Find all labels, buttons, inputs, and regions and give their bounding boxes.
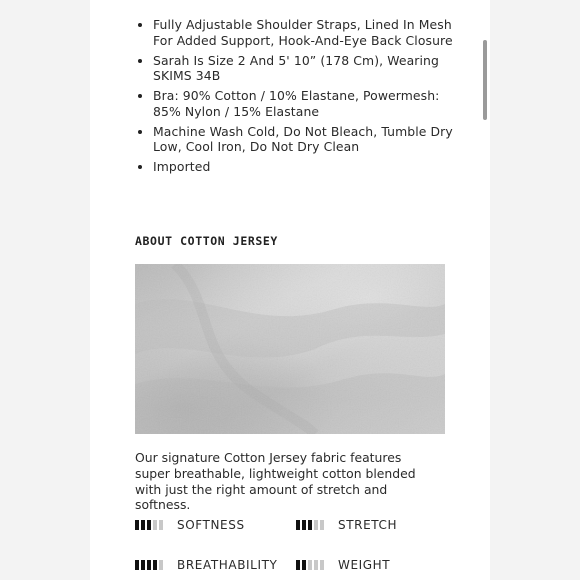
product-details-list (136, 17, 456, 179)
rating-weight-bars (296, 560, 326, 570)
rating-bar (296, 560, 300, 570)
rating-bar (141, 520, 145, 530)
rating-softness-label: SOFTNESS (177, 518, 245, 532)
rating-breathability (135, 558, 277, 572)
rating-weight (296, 558, 390, 572)
fabric-description: Our signature Cotton Jersey fabric features super breathable, lightweight cotton blended with just the right amount of stretch and softness. (135, 450, 416, 513)
rating-bar (153, 560, 157, 570)
detail-bullet-model-size: Sarah Is Size 2 And 5' 10” (178 Cm), Wearing SKIMS 34B (136, 53, 456, 84)
fabric-texture-graphic (135, 264, 445, 434)
detail-bullet-care: Machine Wash Cold, Do Not Bleach, Tumble Dry Low, Cool Iron, Do Not Dry Clean (136, 124, 456, 155)
rating-bar (296, 520, 300, 530)
rating-weight-label: WEIGHT (338, 558, 391, 572)
section-title-about-fabric: ABOUT COTTON JERSEY (135, 234, 278, 248)
rating-stretch-label: STRETCH (338, 518, 398, 532)
rating-bar (308, 520, 312, 530)
rating-stretch (296, 518, 397, 532)
rating-bar (141, 560, 145, 570)
rating-bar (314, 560, 318, 570)
rating-bar (147, 520, 151, 530)
product-details-panel (90, 0, 490, 580)
rating-bar (320, 560, 324, 570)
rating-bar (308, 560, 312, 570)
rating-softness (135, 518, 245, 532)
rating-breathability-label: BREATHABILITY (177, 558, 278, 572)
detail-bullet-straps: Fully Adjustable Shoulder Straps, Lined In Mesh For Added Support, Hook-And-Eye Back Closure (136, 17, 456, 48)
rating-bar (320, 520, 324, 530)
scrollbar-thumb[interactable] (483, 40, 487, 120)
detail-bullet-composition: Bra: 90% Cotton / 10% Elastane, Powermesh: 85% Nylon / 15% Elastane (136, 88, 456, 119)
rating-bar (135, 520, 139, 530)
rating-bar (159, 560, 163, 570)
rating-bar (302, 520, 306, 530)
rating-softness-bars (135, 520, 165, 530)
fabric-swatch-image (135, 264, 445, 434)
rating-bar (159, 520, 163, 530)
rating-bar (135, 560, 139, 570)
rating-bar (302, 560, 306, 570)
rating-bar (153, 520, 157, 530)
rating-bar (147, 560, 151, 570)
rating-bar (314, 520, 318, 530)
rating-stretch-bars (296, 520, 326, 530)
rating-breathability-bars (135, 560, 165, 570)
detail-bullet-origin: Imported (136, 159, 456, 175)
